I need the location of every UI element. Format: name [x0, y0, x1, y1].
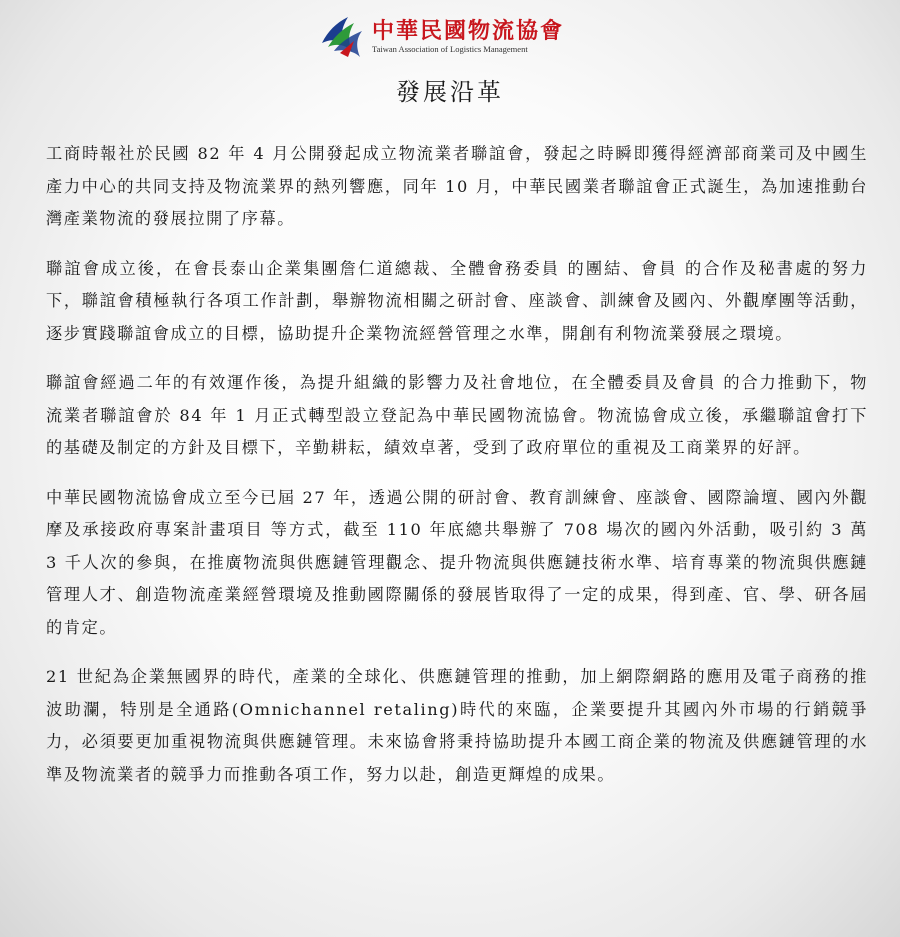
paragraph-future-vision: 21 世紀為企業無國界的時代，產業的全球化、供應鏈管理的推動，加上網際網路的應用及電子商務的推波助瀾，特別是全通路(Omnichannel retaling)時代的來臨，企業要提升其國內外市場的行銷競爭力，必須要更加重視物流與供應鏈管理。未來協會將秉持協助提升本國工商企業的物流及供應鏈管理的水準及物流業者的競爭力而推動各項工作，努力以赴，創造更輝煌的成果。	[46, 667, 868, 784]
site-logo[interactable]	[318, 12, 578, 60]
tal-logo-icon	[318, 13, 368, 59]
logo-chinese-name: 中華民國物流協會	[372, 17, 565, 44]
paragraph-association-transition: 聯誼會經過二年的有效運作後，為提升組織的影響力及社會地位，在全體委員及會員 的合力推動下，物流業者聯誼會於 84 年 1 月正式轉型設立登記為中華民國物流協會。物流協會成立後，承繼聯誼會打下的基礎及制定的方針及目標下，辛勤耕耘，績效卓著，受到了政府單位的重視及工商業界的好評。	[46, 373, 868, 457]
history-content	[46, 138, 868, 808]
paragraph-founding: 工商時報社於民國 82 年 4 月公開發起成立物流業者聯誼會，發起之時瞬即獲得經濟部商業司及中國生產力中心的共同支持及物流業界的熱列響應，同年 10 月，中華民國業者聯誼會正式誕生，為加速推動台灣產業物流的發展拉開了序幕。	[46, 144, 868, 228]
page-title: 發展沿革	[396, 78, 504, 106]
paragraph-achievements: 中華民國物流協會成立至今已屆 27 年，透過公開的研討會、教育訓練會、座談會、國際論壇、國內外觀摩及承接政府專案計畫項目 等方式，截至 110 年底總共舉辦了 708 場次的國內外活動，吸引約 3 萬 3 千人次的參與，在推廣物流與供應鏈管理觀念、提升物流與供應鏈技術水準、培育專業的物流與供應鏈管理人才、創造物流產業經營環境及推動國際關係的發展皆取得了一定的成果，得到產、官、學、研各屆的肯定。	[46, 487, 868, 637]
paragraph-early-activities: 聯誼會成立後，在會長泰山企業集團詹仁道總裁、全體會務委員 的團結、會員 的合作及秘書處的努力下，聯誼會積極執行各項工作計劃，舉辦物流相關之研討會、座談會、訓練會及國內、外觀摩團等活動，逐步實踐聯誼會成立的目標，協助提升企業物流經營管理之水準，開創有利物流業發展之環境。	[46, 258, 868, 343]
logo-english-name: Taiwan Association of Logistics Management	[372, 43, 528, 54]
